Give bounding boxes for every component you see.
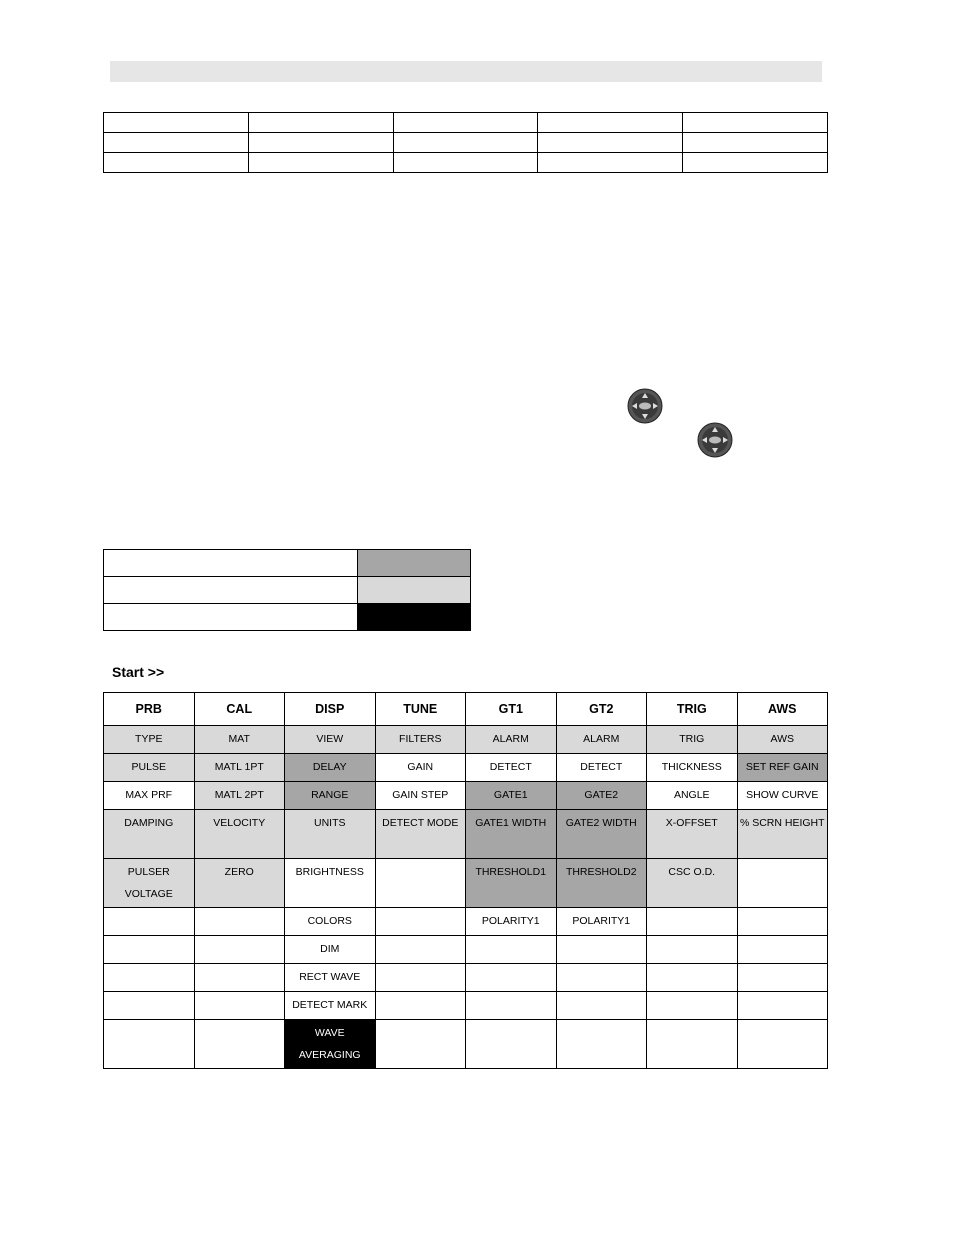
menu-cell-empty	[375, 964, 466, 992]
menu-cell-empty	[737, 1020, 828, 1069]
menu-cell-empty	[556, 992, 647, 1020]
menu-cell-empty	[375, 859, 466, 908]
menu-cell-empty	[194, 992, 285, 1020]
menu-row	[104, 782, 828, 810]
menu-row	[104, 1020, 828, 1069]
menu-cell-empty	[194, 964, 285, 992]
legend-row	[104, 577, 471, 604]
menu-cell: DETECT	[466, 754, 557, 782]
menu-cell: GATE2	[556, 782, 647, 810]
menu-cell-empty	[737, 859, 828, 908]
legend-swatch	[358, 604, 471, 631]
menu-cell-empty	[556, 964, 647, 992]
legend-label	[104, 550, 358, 577]
menu-row	[104, 992, 828, 1020]
menu-cell: GATE2 WIDTH	[556, 810, 647, 859]
menu-cell: MAT	[194, 726, 285, 754]
menu-cell-empty	[466, 964, 557, 992]
menu-cell: MATL 1PT	[194, 754, 285, 782]
menu-header-gt2: GT2	[556, 693, 647, 726]
menu-cell: GATE1 WIDTH	[466, 810, 557, 859]
legend-label	[104, 577, 358, 604]
menu-cell: GATE1	[466, 782, 557, 810]
menu-cell: THICKNESS	[647, 754, 738, 782]
menu-cell-empty	[104, 964, 195, 992]
menu-cell: TYPE	[104, 726, 195, 754]
navigation-pad-icon	[627, 388, 663, 424]
menu-cell-empty	[375, 992, 466, 1020]
blank-info-table	[103, 112, 828, 173]
color-legend-table	[103, 549, 471, 631]
menu-cell-empty	[556, 936, 647, 964]
menu-cell: SHOW CURVE	[737, 782, 828, 810]
menu-cell: MATL 2PT	[194, 782, 285, 810]
menu-cell: GAIN	[375, 754, 466, 782]
navigation-pad-icon	[697, 422, 733, 458]
menu-row	[104, 754, 828, 782]
menu-cell: DELAY	[285, 754, 376, 782]
menu-cell-empty	[194, 936, 285, 964]
menu-cell-empty	[104, 936, 195, 964]
menu-cell-empty	[375, 908, 466, 936]
legend-label	[104, 604, 358, 631]
menu-cell-empty	[737, 908, 828, 936]
menu-cell-empty	[375, 936, 466, 964]
menu-cell: THRESHOLD1	[466, 859, 557, 908]
menu-cell: COLORS	[285, 908, 376, 936]
menu-cell-empty	[647, 1020, 738, 1069]
menu-row	[104, 726, 828, 754]
menu-cell: POLARITY1	[466, 908, 557, 936]
menu-cell: DETECT MARK	[285, 992, 376, 1020]
menu-row	[104, 964, 828, 992]
menu-header-aws: AWS	[737, 693, 828, 726]
menu-cell-empty	[104, 1020, 195, 1069]
menu-cell-empty	[194, 908, 285, 936]
menu-header-gt1: GT1	[466, 693, 557, 726]
menu-cell-empty	[647, 992, 738, 1020]
menu-cell-empty	[647, 964, 738, 992]
menu-cell-empty	[375, 1020, 466, 1069]
menu-header-tune: TUNE	[375, 693, 466, 726]
menu-cell: X-OFFSET	[647, 810, 738, 859]
menu-cell: ANGLE	[647, 782, 738, 810]
menu-cell: AWS	[737, 726, 828, 754]
menu-cell: PULSER VOLTAGE	[104, 859, 195, 908]
menu-header-row	[104, 693, 828, 726]
menu-header-disp: DISP	[285, 693, 376, 726]
menu-cell-empty	[104, 908, 195, 936]
menu-cell: RANGE	[285, 782, 376, 810]
menu-cell: MAX PRF	[104, 782, 195, 810]
menu-cell: TRIG	[647, 726, 738, 754]
menu-cell: ALARM	[466, 726, 557, 754]
menu-cell-empty	[104, 992, 195, 1020]
menu-cell-empty	[466, 1020, 557, 1069]
menu-cell-empty	[737, 964, 828, 992]
menu-cell-empty	[556, 1020, 647, 1069]
menu-row	[104, 936, 828, 964]
menu-cell-empty	[737, 936, 828, 964]
menu-cell: WAVE AVERAGING	[285, 1020, 376, 1069]
menu-cell: DETECT MODE	[375, 810, 466, 859]
menu-header-prb: PRB	[104, 693, 195, 726]
menu-header-cal: CAL	[194, 693, 285, 726]
menu-cell: VELOCITY	[194, 810, 285, 859]
menu-cell: RECT WAVE	[285, 964, 376, 992]
menu-cell: VIEW	[285, 726, 376, 754]
menu-cell: ZERO	[194, 859, 285, 908]
menu-cell: PULSE	[104, 754, 195, 782]
legend-row	[104, 550, 471, 577]
start-label: Start >>	[112, 664, 165, 680]
menu-cell: THRESHOLD2	[556, 859, 647, 908]
menu-cell: DETECT	[556, 754, 647, 782]
menu-cell-empty	[737, 992, 828, 1020]
menu-cell: % SCRN HEIGHT	[737, 810, 828, 859]
header-bar	[110, 61, 822, 82]
menu-cell: GAIN STEP	[375, 782, 466, 810]
menu-row	[104, 859, 828, 908]
menu-cell: UNITS	[285, 810, 376, 859]
menu-cell-empty	[194, 1020, 285, 1069]
menu-row	[104, 810, 828, 859]
menu-cell: CSC O.D.	[647, 859, 738, 908]
menu-cell-empty	[647, 908, 738, 936]
menu-header-trig: TRIG	[647, 693, 738, 726]
legend-row	[104, 604, 471, 631]
menu-cell: DAMPING	[104, 810, 195, 859]
menu-structure-table	[103, 692, 828, 1069]
legend-swatch	[358, 577, 471, 604]
menu-cell: DIM	[285, 936, 376, 964]
menu-cell-empty	[466, 992, 557, 1020]
menu-cell: BRIGHTNESS	[285, 859, 376, 908]
legend-swatch	[358, 550, 471, 577]
menu-row	[104, 908, 828, 936]
menu-cell: FILTERS	[375, 726, 466, 754]
menu-cell: POLARITY1	[556, 908, 647, 936]
menu-cell: ALARM	[556, 726, 647, 754]
menu-cell-empty	[647, 936, 738, 964]
menu-cell-empty	[466, 936, 557, 964]
menu-cell: SET REF GAIN	[737, 754, 828, 782]
